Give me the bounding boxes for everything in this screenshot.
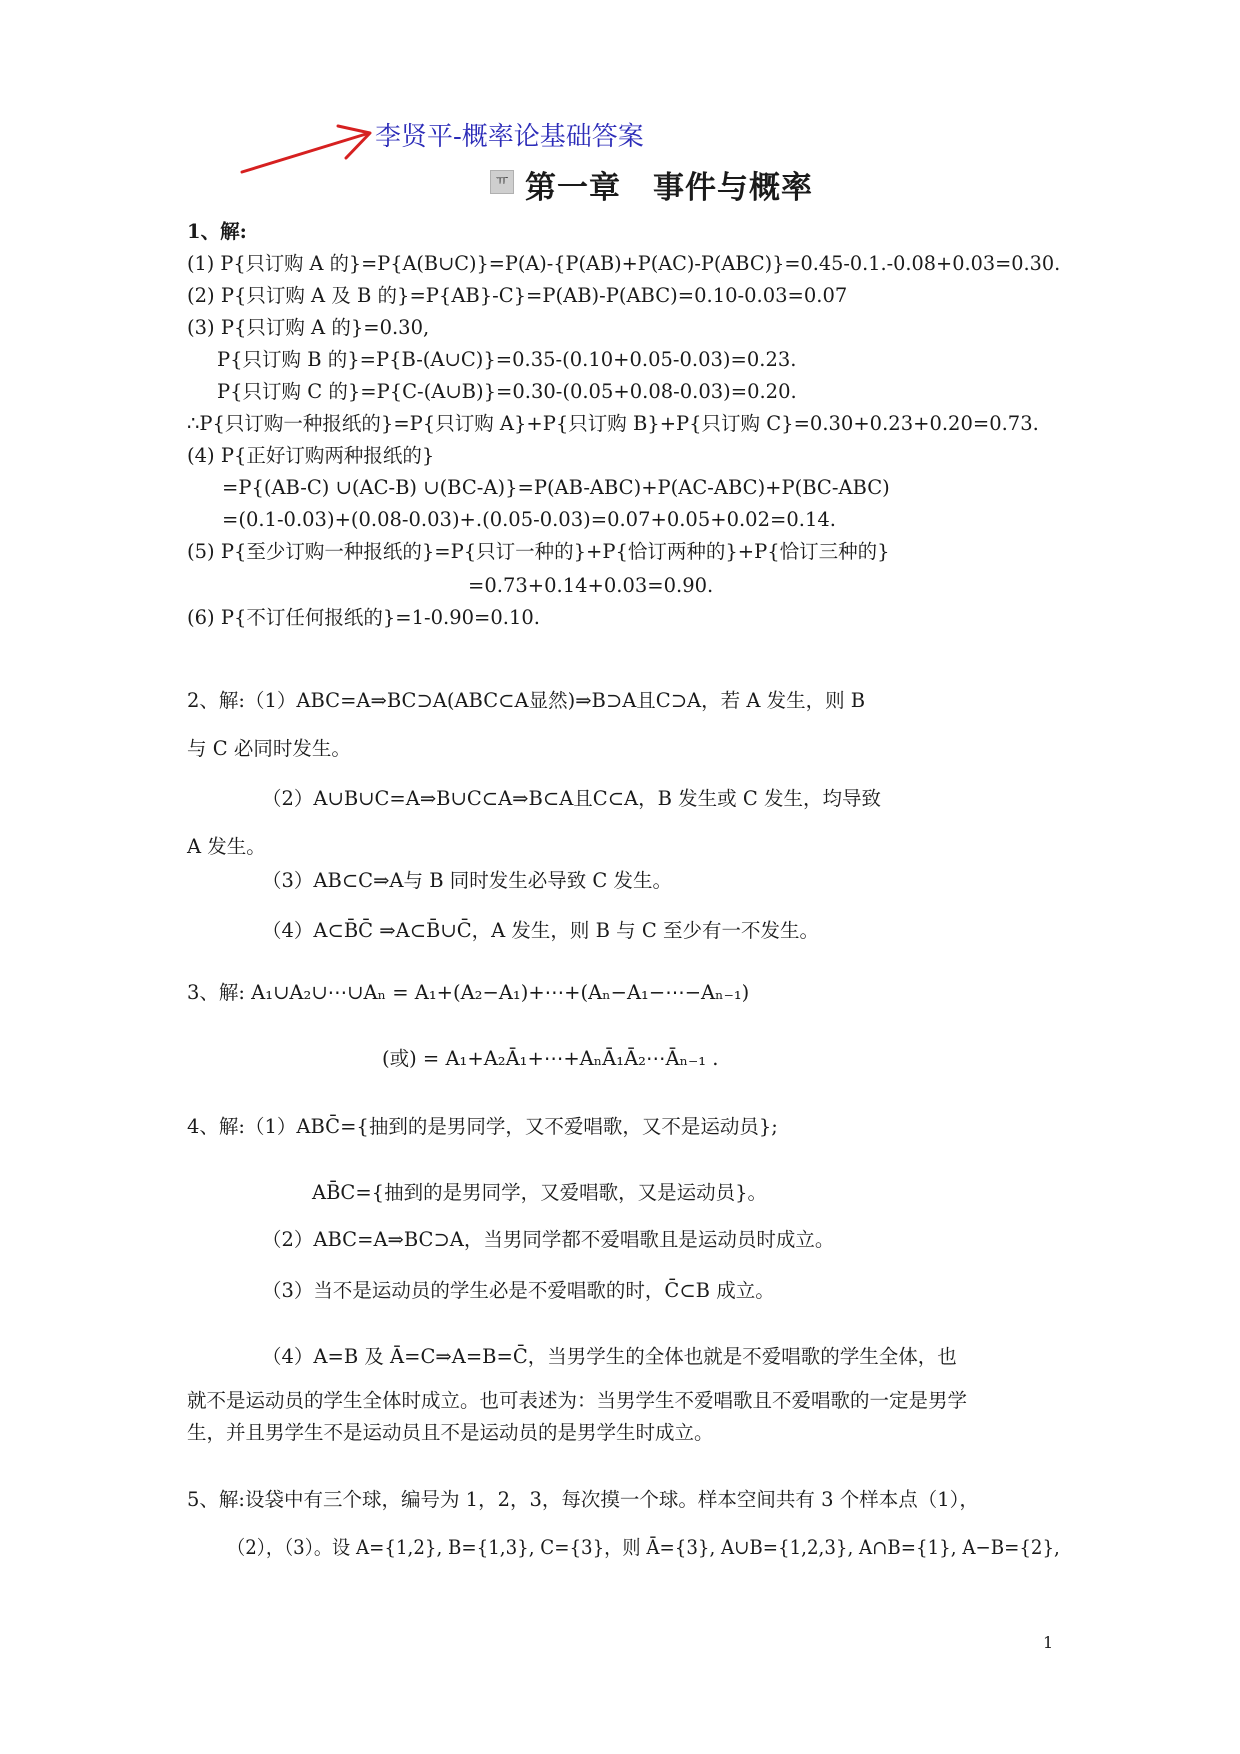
text-line: （4）A⊂B̄C̄ ⇒A⊂B̄∪C̄，A 发生，则 B 与 C 至少有一不发生。 <box>262 919 819 942</box>
text-line: ∴P{只订购一种报纸的}=P{只订购 A}+P{只订购 B}+P{只订购 C}=0.30+0.23+0.20=0.73. <box>187 412 1039 435</box>
text-line: (6) P{不订任何报纸的}=1-0.90=0.10. <box>187 606 540 629</box>
problem-4-line: 4、解:（1）ABC̄={抽到的是男同学，又不爱唱歌，又不是运动员}; <box>187 1115 778 1138</box>
text-line: A 发生。 <box>187 835 266 858</box>
text-line: （3）当不是运动员的学生必是不爱唱歌的时，C̄⊂B 成立。 <box>262 1279 775 1302</box>
text-line: (1) P{只订购 A 的}=P{A(B∪C)}=P(A)-{P(AB)+P(AC)-P(ABC)}=0.45-0.1.-0.08+0.03=0.30. <box>187 252 1061 275</box>
chapter-icon: ㅠ <box>490 170 514 194</box>
red-arrow-annotation <box>238 120 378 180</box>
problem-2-line: 2、解:（1）ABC=A⇒BC⊃A(ABC⊂A显然)⇒B⊃A且C⊃A，若 A 发生，则 B <box>187 689 866 712</box>
text-line: P{只订购 B 的}=P{B-(A∪C)}=0.35-(0.10+0.05-0.03)=0.23. <box>217 348 797 371</box>
text-line: （3）AB⊂C⇒A与 B 同时发生必导致 C 发生。 <box>262 869 673 892</box>
text-line: P{只订购 C 的}=P{C-(A∪B)}=0.30-(0.05+0.08-0.03)=0.20. <box>217 380 797 403</box>
problem-5-line: 5、解:设袋中有三个球，编号为 1，2，3，每次摸一个球。样本空间共有 3 个样本点（1）， <box>187 1488 979 1511</box>
problem-1-heading: 1、解: <box>187 220 247 243</box>
text-line: 生，并且男学生不是运动员且不是运动员的是男学生时成立。 <box>187 1421 714 1444</box>
text-line: (3) P{只订购 A 的}=0.30, <box>187 316 430 339</box>
text-line: (或) = A₁+A₂Ā₁+⋯+AₙĀ₁Ā₂⋯Āₙ₋₁ . <box>382 1047 719 1070</box>
text-line: =P{(AB-C) ∪(AC-B) ∪(BC-A)}=P(AB-ABC)+P(AC-ABC)+P(BC-ABC) <box>222 476 890 499</box>
text-line: (4) P{正好订购两种报纸的} <box>187 444 435 467</box>
handwritten-style-annotation: 李贤平-概率论基础答案 <box>375 122 644 152</box>
text-line: =(0.1-0.03)+(0.08-0.03)+.(0.05-0.03)=0.07+0.05+0.02=0.14. <box>222 508 836 531</box>
page-number: 1 <box>1043 1633 1054 1652</box>
problem-3-line: 3、解: A₁∪A₂∪⋯∪Aₙ = A₁+(A₂−A₁)+⋯+(Aₙ−A₁−⋯−Aₙ₋₁) <box>187 981 750 1004</box>
text-line: (2) P{只订购 A 及 B 的}=P{AB}-C}=P(AB)-P(ABC)=0.10-0.03=0.07 <box>187 284 848 307</box>
text-line: =0.73+0.14+0.03=0.90. <box>468 574 714 597</box>
text-line: （4）A=B 及 Ā=C⇒A=B=C̄，当男学生的全体也就是不爱唱歌的学生全体，也 <box>262 1345 957 1368</box>
text-line: (5) P{至少订购一种报纸的}=P{只订一种的}+P{恰订两种的}+P{恰订三种的} <box>187 540 890 563</box>
chapter-title: 第一章 事件与概率 <box>525 170 813 206</box>
text-line: （2）ABC=A⇒BC⊃A，当男同学都不爱唱歌且是运动员时成立。 <box>262 1228 835 1251</box>
text-line: （2）A∪B∪C=A⇒B∪C⊂A⇒B⊂A且C⊂A，B 发生或 C 发生，均导致 <box>262 787 881 810</box>
text-line: 与 C 必同时发生。 <box>187 737 351 760</box>
text-line: AB̄C={抽到的是男同学，又爱唱歌，又是运动员}。 <box>312 1181 767 1204</box>
text-line: （2），（3）。设 A={1,2}, B={1,3}, C={3}，则 Ā={3}, A∪B={1,2,3}, A∩B={1}, A−B={2}, <box>227 1536 1060 1559</box>
text-line: 就不是运动员的学生全体时成立。也可表述为：当男学生不爱唱歌且不爱唱歌的一定是男学 <box>187 1389 968 1412</box>
